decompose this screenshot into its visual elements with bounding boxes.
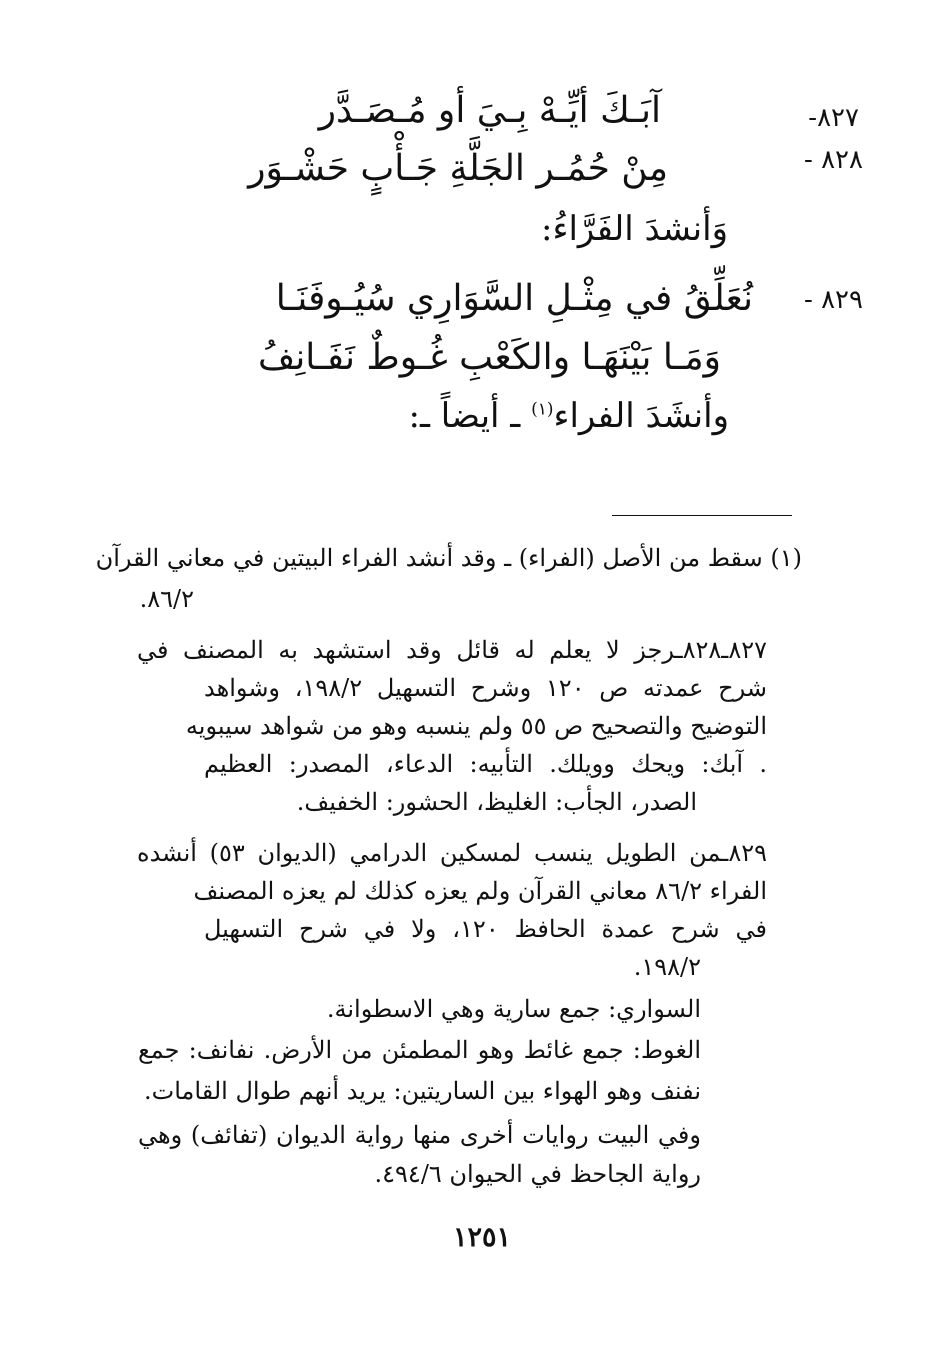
page-number: ١٢٥١: [452, 1222, 511, 1253]
note-829-line-9: رواية الجاحظ في الحيوان ٤٩٤/٦.: [374, 1160, 701, 1188]
heading-2-suffix: ـ أيضاً ـ:: [408, 396, 532, 436]
verse-number-828: ٨٢٨ -: [804, 145, 863, 175]
footnote-1-line-2: ٨٦/٢.: [139, 585, 194, 613]
note-829-line-4: ١٩٨/٢.: [633, 953, 701, 981]
note-829-line-5: السواري: جمع سارية وهي الاسطوانة.: [326, 995, 701, 1023]
note-829-line-2: الفراء ٨٦/٢ معاني القرآن ولم يعزه كذلك لم يعزه المصنف: [193, 877, 767, 905]
note-829-line-3: في شرح عمدة الحافظ ١٢٠، ولا في شرح التسهيل: [204, 915, 767, 943]
verse-number-829: ٨٢٩ -: [804, 285, 863, 315]
note-827-828-line-2: شرح عمدته ص ١٢٠ وشرح التسهيل ١٩٨/٢، وشواهد: [204, 674, 767, 702]
note-827-828-line-1: ٨٢٧ـ٨٢٨ـرجز لا يعلم له قائل وقد استشهد به المصنف في: [137, 636, 767, 664]
footnote-reference-1[interactable]: (١): [531, 399, 554, 420]
verse-829-line-1: نُعَلِّقُ في مِثْـلِ السَّوَارِي سُيُـوفَنَـا: [275, 278, 753, 319]
note-827-828-line-5: الصدر، الجأب: الغليظ، الحشور: الخفيف.: [296, 788, 697, 816]
verse-828-text: مِنْ حُمُـر الجَلَّةِ جَـأْبٍ حَشْـوَر: [248, 148, 668, 189]
note-827-828-line-4: . آبك: ويحك وويلك. التأبيه: الدعاء، المصدر: العظيم: [204, 750, 767, 778]
recitation-heading-2: [409, 396, 730, 436]
footnote-separator: [612, 515, 792, 516]
note-827-828-line-3: التوضيح والتصحيح ص ٥٥ ولم ينسبه وهو من شواهد سيبويه: [185, 712, 767, 740]
verse-829-line-2: وَمَـا بَيْنَهَـا والكَعْبِ غُـوطٌ نَفَـانِفُ: [257, 337, 721, 378]
heading-2-text: وأنشَدَ الفراء: [553, 396, 729, 436]
verse-number-827: ٨٢٧-: [808, 103, 859, 133]
recitation-heading-1: وَأنشدَ الفَرَّاءُ:: [541, 209, 728, 249]
verse-827-text: آبَـكَ أيِّـهْ بِـيَ أو مُـصَـدَّر: [318, 90, 661, 131]
note-829-line-6: الغوط: جمع غائط وهو المطمئن من الأرض. نفانف: جمع: [138, 1036, 701, 1064]
note-829-line-8: وفي البيت روايات أخرى منها رواية الديوان (تفائف) وهي: [138, 1121, 701, 1149]
note-829-line-7: نفنف وهو الهواء بين الساريتين: يريد أنهم طوال القامات.: [144, 1077, 701, 1105]
footnote-1-line-1: (١) سقط من الأصل (الفراء) ـ وقد أنشد الفراء البيتين في معاني القرآن: [95, 544, 802, 572]
note-829-line-1: ٨٢٩ـمن الطويل ينسب لمسكين الدرامي (الديوان ٥٣) أنشده: [137, 839, 768, 867]
